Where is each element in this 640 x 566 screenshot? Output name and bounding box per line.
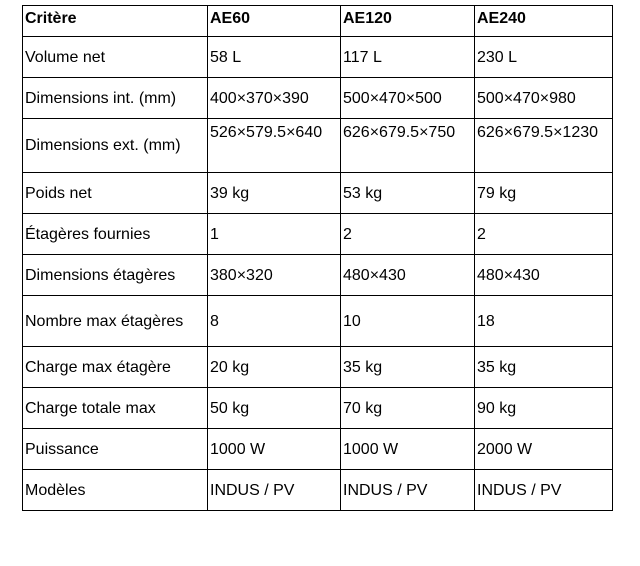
table-cell: 90 kg bbox=[475, 388, 613, 429]
row-label: Dimensions int. (mm) bbox=[23, 78, 208, 119]
row-label: Puissance bbox=[23, 429, 208, 470]
header-row bbox=[23, 6, 613, 37]
table-cell: 18 bbox=[475, 296, 613, 347]
table-row bbox=[23, 429, 613, 470]
row-label: Dimensions ext. (mm) bbox=[23, 119, 208, 173]
table-cell: 10 bbox=[341, 296, 475, 347]
table-row bbox=[23, 119, 613, 173]
table-cell: 2000 W bbox=[475, 429, 613, 470]
table-cell: 480×430 bbox=[341, 255, 475, 296]
row-label: Modèles bbox=[23, 470, 208, 511]
table-cell: 2 bbox=[475, 214, 613, 255]
table-cell: 2 bbox=[341, 214, 475, 255]
row-label: Poids net bbox=[23, 173, 208, 214]
table-cell: 500×470×980 bbox=[475, 78, 613, 119]
comparison-table bbox=[22, 5, 613, 511]
table-cell: 58 L bbox=[208, 37, 341, 78]
table-row bbox=[23, 347, 613, 388]
table-cell: 626×679.5×1230 bbox=[475, 119, 613, 173]
table-cell: 480×430 bbox=[475, 255, 613, 296]
table-cell: 1000 W bbox=[341, 429, 475, 470]
table-cell: 20 kg bbox=[208, 347, 341, 388]
table-cell: 400×370×390 bbox=[208, 78, 341, 119]
row-label: Charge max étagère bbox=[23, 347, 208, 388]
row-label: Étagères fournies bbox=[23, 214, 208, 255]
table-row bbox=[23, 214, 613, 255]
table-cell: 79 kg bbox=[475, 173, 613, 214]
table-cell: 230 L bbox=[475, 37, 613, 78]
table-row bbox=[23, 173, 613, 214]
table-cell: 35 kg bbox=[341, 347, 475, 388]
table-cell: 35 kg bbox=[475, 347, 613, 388]
row-label: Nombre max étagères bbox=[23, 296, 208, 347]
table-cell: INDUS / PV bbox=[208, 470, 341, 511]
table-cell: 380×320 bbox=[208, 255, 341, 296]
table-row bbox=[23, 255, 613, 296]
table-cell: 526×579.5×640 bbox=[208, 119, 341, 173]
table-cell: 1 bbox=[208, 214, 341, 255]
header-ae60: AE60 bbox=[208, 6, 341, 37]
table-cell: 500×470×500 bbox=[341, 78, 475, 119]
table-cell: 39 kg bbox=[208, 173, 341, 214]
table-cell: 70 kg bbox=[341, 388, 475, 429]
row-label: Dimensions étagères bbox=[23, 255, 208, 296]
row-label: Charge totale max bbox=[23, 388, 208, 429]
header-ae240: AE240 bbox=[475, 6, 613, 37]
table-cell: 1000 W bbox=[208, 429, 341, 470]
table-row bbox=[23, 37, 613, 78]
table-cell: 53 kg bbox=[341, 173, 475, 214]
table-cell: 117 L bbox=[341, 37, 475, 78]
table-cell: 626×679.5×750 bbox=[341, 119, 475, 173]
table-row bbox=[23, 78, 613, 119]
header-criterion: Critère bbox=[23, 6, 208, 37]
table-row bbox=[23, 388, 613, 429]
table-cell: INDUS / PV bbox=[341, 470, 475, 511]
table-cell: 8 bbox=[208, 296, 341, 347]
row-label: Volume net bbox=[23, 37, 208, 78]
table-row bbox=[23, 470, 613, 511]
table-cell: INDUS / PV bbox=[475, 470, 613, 511]
header-ae120: AE120 bbox=[341, 6, 475, 37]
table-row bbox=[23, 296, 613, 347]
table-cell: 50 kg bbox=[208, 388, 341, 429]
